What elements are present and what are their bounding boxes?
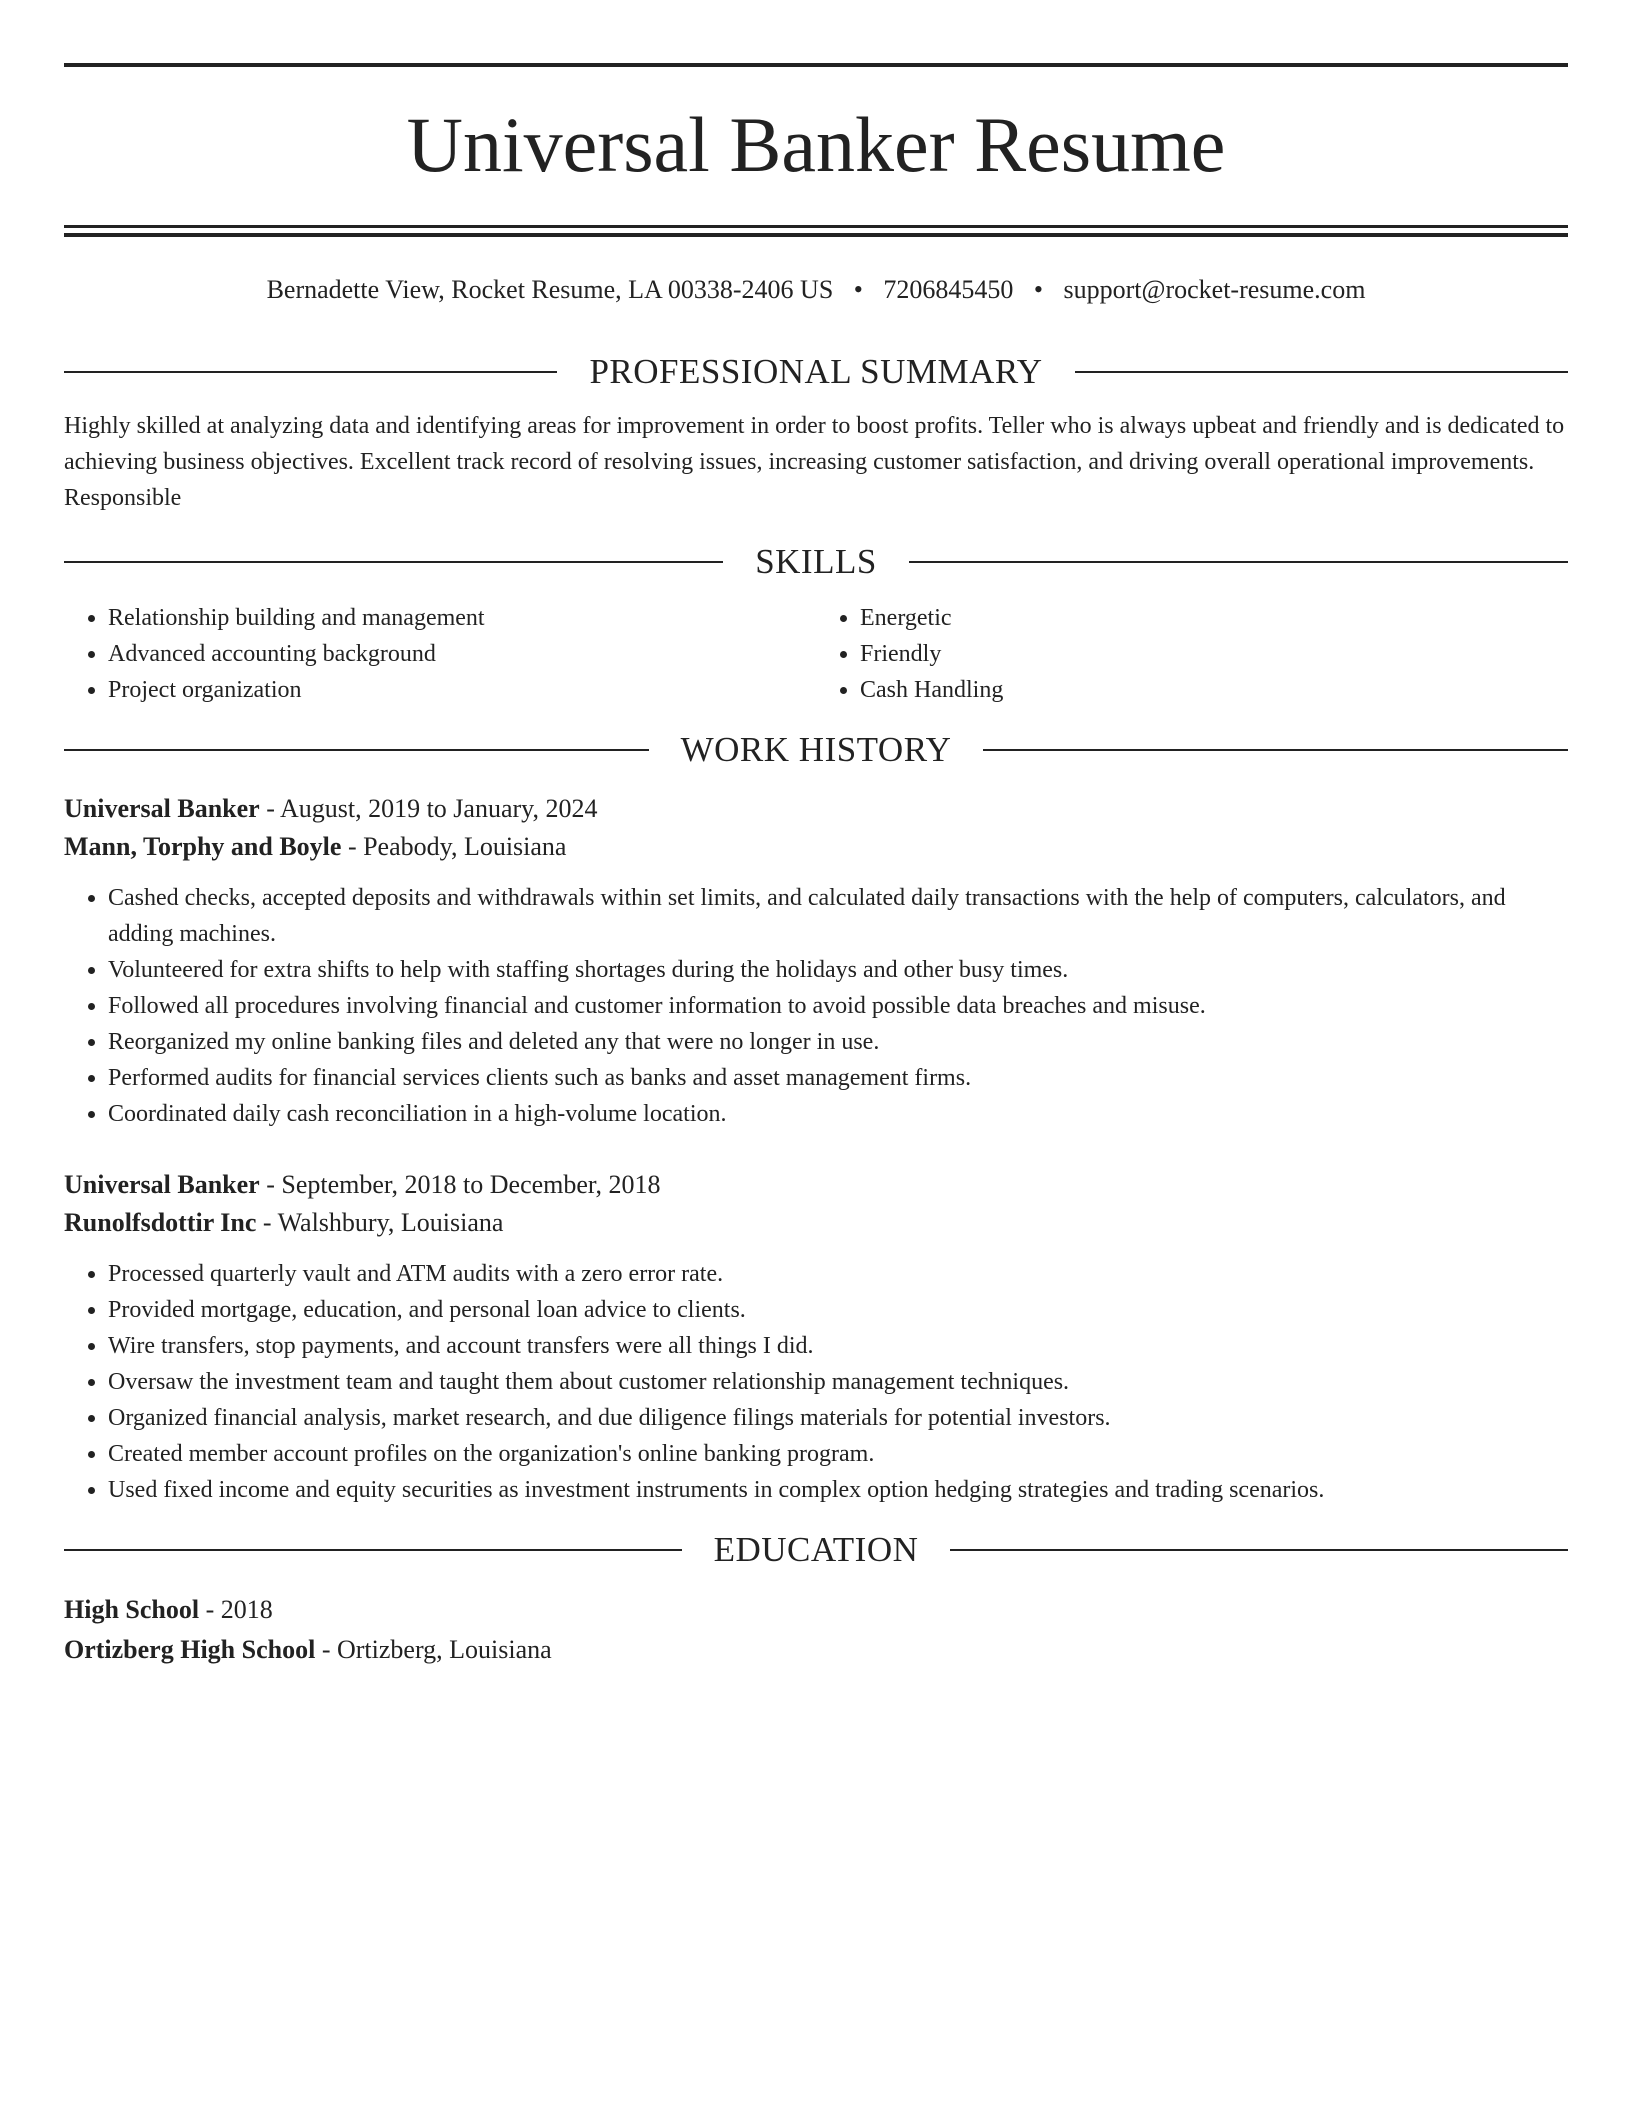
contact-separator: •: [853, 275, 863, 304]
education-school: Ortizberg High School: [64, 1635, 316, 1664]
job-company: Mann, Torphy and Boyle: [64, 832, 342, 861]
education-entry: [64, 1590, 1568, 1670]
section-title: SKILLS: [755, 542, 877, 581]
section-heading-skills: [64, 540, 1568, 584]
job-location: - Walshbury, Louisiana: [256, 1208, 504, 1237]
job-title: Universal Banker: [64, 794, 260, 823]
job-bullet: • Reorganized my online banking files and deleted any that were no longer in use.: [108, 1024, 1568, 1060]
contact-address: Bernadette View, Rocket Resume, LA 00338-2406 US: [266, 275, 834, 304]
section-title: PROFESSIONAL SUMMARY: [589, 352, 1043, 391]
section-title: EDUCATION: [713, 1530, 919, 1569]
job-bullet: • Oversaw the investment team and taught them about customer relationship management techniques.: [108, 1364, 1568, 1400]
skills-column-left: [64, 600, 816, 708]
job-bullet: • Volunteered for extra shifts to help with staffing shortages during the holidays and other busy times.: [108, 952, 1568, 988]
job-company-line: [64, 1204, 1568, 1242]
job-bullet: • Processed quarterly vault and ATM audits with a zero error rate.: [108, 1256, 1568, 1292]
skill-item: • Energetic: [860, 600, 1568, 636]
section-title: WORK HISTORY: [680, 730, 952, 769]
job-bullet: • Created member account profiles on the organization's online banking program.: [108, 1436, 1568, 1472]
heading-rule: [64, 1549, 682, 1551]
job-bullet: • Wire transfers, stop payments, and account transfers were all things I did.: [108, 1328, 1568, 1364]
job-location: - Peabody, Louisiana: [341, 832, 567, 861]
job-title-line: [64, 1166, 1568, 1204]
job-title: Universal Banker: [64, 1170, 260, 1199]
heading-rule: [909, 561, 1568, 563]
skill-item: • Cash Handling: [860, 672, 1568, 708]
section-heading-summary: [64, 350, 1568, 394]
job-bullet: • Provided mortgage, education, and personal loan advice to clients.: [108, 1292, 1568, 1328]
education-degree-line: [64, 1590, 1568, 1630]
job-entry: [64, 1166, 1568, 1508]
heading-rule: [64, 749, 649, 751]
section-heading-work-history: [64, 728, 1568, 772]
contact-separator: •: [1033, 275, 1044, 304]
summary-text: Highly skilled at analyzing data and identifying areas for improvement in order to boost profits. Teller who is always upbeat and friendly and is dedicated to achieving business objectives. Excellent track record of resolving issues, increasing customer satisfaction, and driving overall operational improvements. Responsible: [64, 413, 1565, 511]
job-bullets: [64, 1256, 1568, 1508]
skills-column-right: [816, 600, 1568, 708]
job-bullet: • Organized financial analysis, market research, and due diligence filings materials for potential investors.: [108, 1400, 1568, 1436]
skill-item: • Relationship building and management: [108, 600, 816, 636]
resume-title: Universal Banker Resume: [406, 101, 1226, 188]
contact-email: support@rocket-resume.com: [1063, 275, 1366, 304]
contact-line: [64, 274, 1568, 306]
job-bullet: • Coordinated daily cash reconciliation in a high-volume location.: [108, 1096, 1568, 1132]
job-entry: [64, 790, 1568, 1132]
skills-list: [64, 600, 1568, 708]
skill-item: • Friendly: [860, 636, 1568, 672]
education-school-line: [64, 1630, 1568, 1670]
job-bullet: • Followed all procedures involving financial and customer information to avoid possible data breaches and misuse.: [108, 988, 1568, 1024]
job-dates: - September, 2018 to December, 2018: [259, 1170, 661, 1199]
heading-rule: [950, 1549, 1568, 1551]
education-degree: High School: [64, 1595, 200, 1624]
heading-rule: [983, 749, 1568, 751]
heading-rule: [64, 561, 723, 563]
job-bullet: • Cashed checks, accepted deposits and withdrawals within set limits, and calculated daily transactions with the help of computers, calculators, and adding machines.: [108, 880, 1568, 952]
job-company-line: [64, 828, 1568, 866]
section-heading-education: [64, 1528, 1568, 1572]
title-double-rule: [64, 225, 1568, 237]
job-bullet: • Used fixed income and equity securities as investment instruments in complex option hedging strategies and trading scenarios.: [108, 1472, 1568, 1508]
skill-item: • Project organization: [108, 672, 816, 708]
job-dates: - August, 2019 to January, 2024: [259, 794, 598, 823]
job-bullets: [64, 880, 1568, 1132]
heading-rule: [1075, 371, 1568, 373]
job-title-line: [64, 790, 1568, 828]
skill-item: • Advanced accounting background: [108, 636, 816, 672]
resume-page: [64, 0, 1568, 1670]
job-bullet: • Performed audits for financial services clients such as banks and asset management firms.: [108, 1060, 1568, 1096]
heading-rule: [64, 371, 557, 373]
education-location: - Ortizberg, Louisiana: [315, 1635, 552, 1664]
top-rule: [64, 63, 1568, 67]
education-year: - 2018: [199, 1595, 273, 1624]
contact-phone: 7206845450: [883, 275, 1014, 304]
job-company: Runolfsdottir Inc: [64, 1208, 257, 1237]
